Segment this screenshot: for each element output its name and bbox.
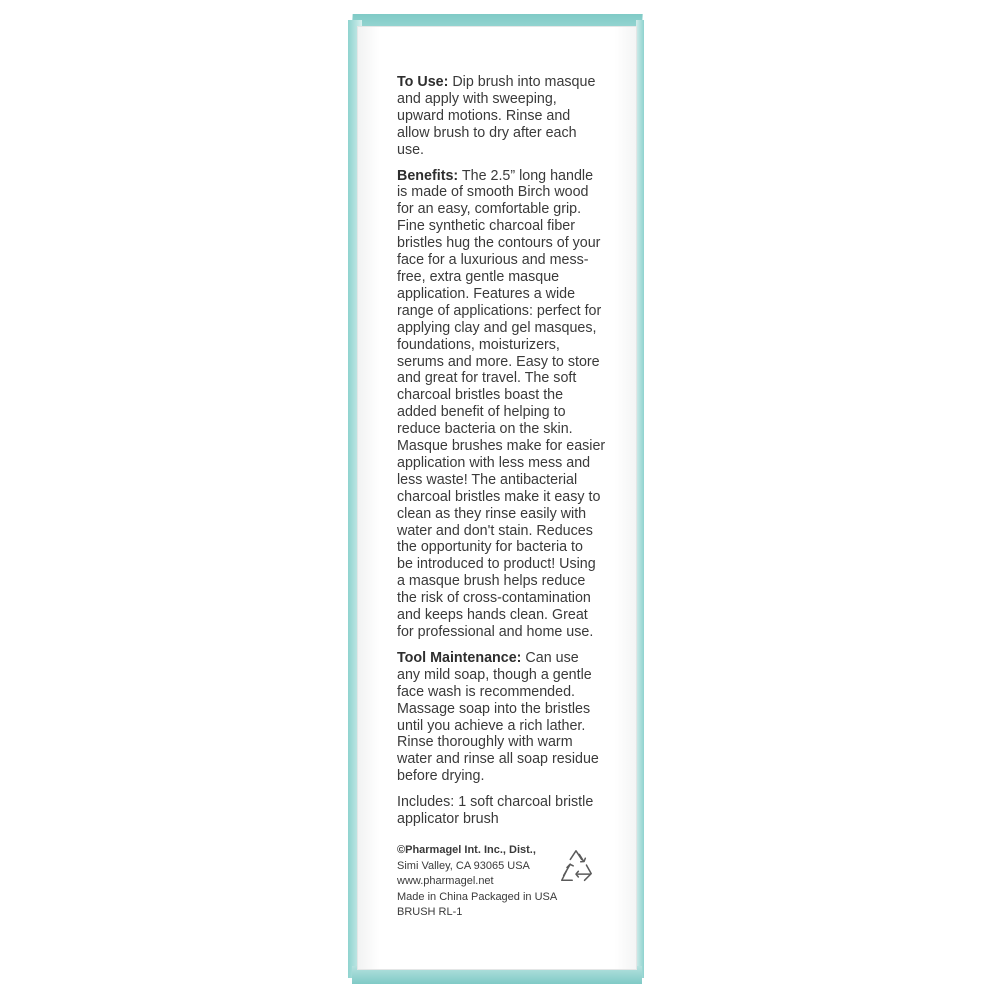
tool-maintenance-line: face wash is recommended. — [397, 683, 575, 700]
distributor-info — [397, 843, 557, 921]
tool-maintenance-line: water and rinse all soap residue — [397, 751, 599, 768]
benefits-line: for an easy, comfortable grip. — [397, 201, 582, 218]
company-address: Simi Valley, CA 93065 USA — [397, 859, 530, 872]
benefits-line: charcoal bristles boast the — [397, 387, 564, 404]
benefits-line: range of applications: perfect for — [397, 302, 602, 319]
instructions-text — [397, 74, 637, 837]
benefits-line: serums and more. Easy to store — [397, 353, 600, 370]
to-use-line: upward motions. Rinse and — [397, 107, 571, 124]
benefits-line: bristles hug the contours of your — [397, 235, 601, 252]
benefits-line: clean as they rinse easily with — [397, 505, 587, 522]
benefits-line: less waste! The antibacterial — [397, 471, 578, 488]
to-use-heading: To Use: — [397, 74, 449, 90]
benefits-line: application. Features a wide — [397, 285, 576, 302]
benefits-line: water and don't stain. Reduces — [397, 522, 593, 539]
tool-maintenance-line: before drying. — [397, 768, 485, 785]
benefits-line: The 2.5” long handle — [458, 167, 594, 184]
benefits-line: reduce bacteria on the skin. — [397, 421, 573, 438]
tool-maintenance-line: Rinse thoroughly with warm — [397, 734, 573, 751]
tool-maintenance-section — [397, 650, 637, 785]
benefits-line: the opportunity for bacteria to — [397, 539, 583, 556]
benefits-line: is made of smooth Birch wood — [397, 184, 589, 201]
benefits-line: be introduced to product! Using — [397, 556, 596, 573]
tool-maintenance-line: Can use — [521, 649, 579, 666]
to-use-section — [397, 74, 637, 159]
product-code: BRUSH RL-1 — [397, 906, 463, 918]
benefits-line: face for a luxurious and mess- — [397, 252, 589, 269]
benefits-line: and great for travel. The soft — [397, 370, 577, 387]
benefits-line: Fine synthetic charcoal fiber — [397, 218, 575, 235]
tool-maintenance-line: Massage soap into the bristles — [397, 700, 591, 717]
benefits-line: applying clay and gel masques, — [397, 319, 597, 336]
benefits-heading: Benefits: — [397, 167, 459, 184]
origin-note: Made in China Packaged in USA — [397, 890, 558, 903]
tool-maintenance-line: any mild soap, though a gentle — [397, 666, 592, 683]
tool-maintenance-line: until you achieve a rich lather. — [397, 717, 586, 734]
benefits-line: a masque brush helps reduce — [397, 573, 586, 590]
company-name: ©Pharmagel Int. Inc., Dist., — [397, 844, 536, 856]
benefits-line: and keeps hands clean. Great — [397, 607, 588, 624]
benefits-section — [397, 168, 637, 641]
box-right-edge — [636, 20, 644, 978]
to-use-line: Dip brush into masque — [448, 74, 596, 90]
recycle-icon — [557, 848, 595, 886]
includes-line: Includes: 1 soft charcoal bristle — [397, 794, 594, 811]
company-website: www.pharmagel.net — [397, 875, 494, 887]
to-use-line: and apply with sweeping, — [397, 90, 557, 107]
includes-line: applicator brush — [397, 811, 499, 828]
benefits-line: free, extra gentle masque — [397, 268, 560, 285]
tool-maintenance-heading: Tool Maintenance: — [397, 649, 522, 666]
includes-section — [397, 794, 637, 828]
benefits-line: foundations, moisturizers, — [397, 336, 560, 353]
to-use-line: allow brush to dry after each — [397, 124, 577, 141]
benefits-line: application with less mess and — [397, 454, 591, 471]
benefits-line: for professional and home use. — [397, 624, 594, 640]
benefits-line: charcoal bristles make it easy to — [397, 488, 601, 505]
to-use-line: use. — [397, 141, 425, 158]
benefits-line: added benefit of helping to — [397, 404, 566, 421]
benefits-line: the risk of cross-contamination — [397, 590, 591, 607]
benefits-line: Masque brushes make for easier — [397, 438, 606, 455]
